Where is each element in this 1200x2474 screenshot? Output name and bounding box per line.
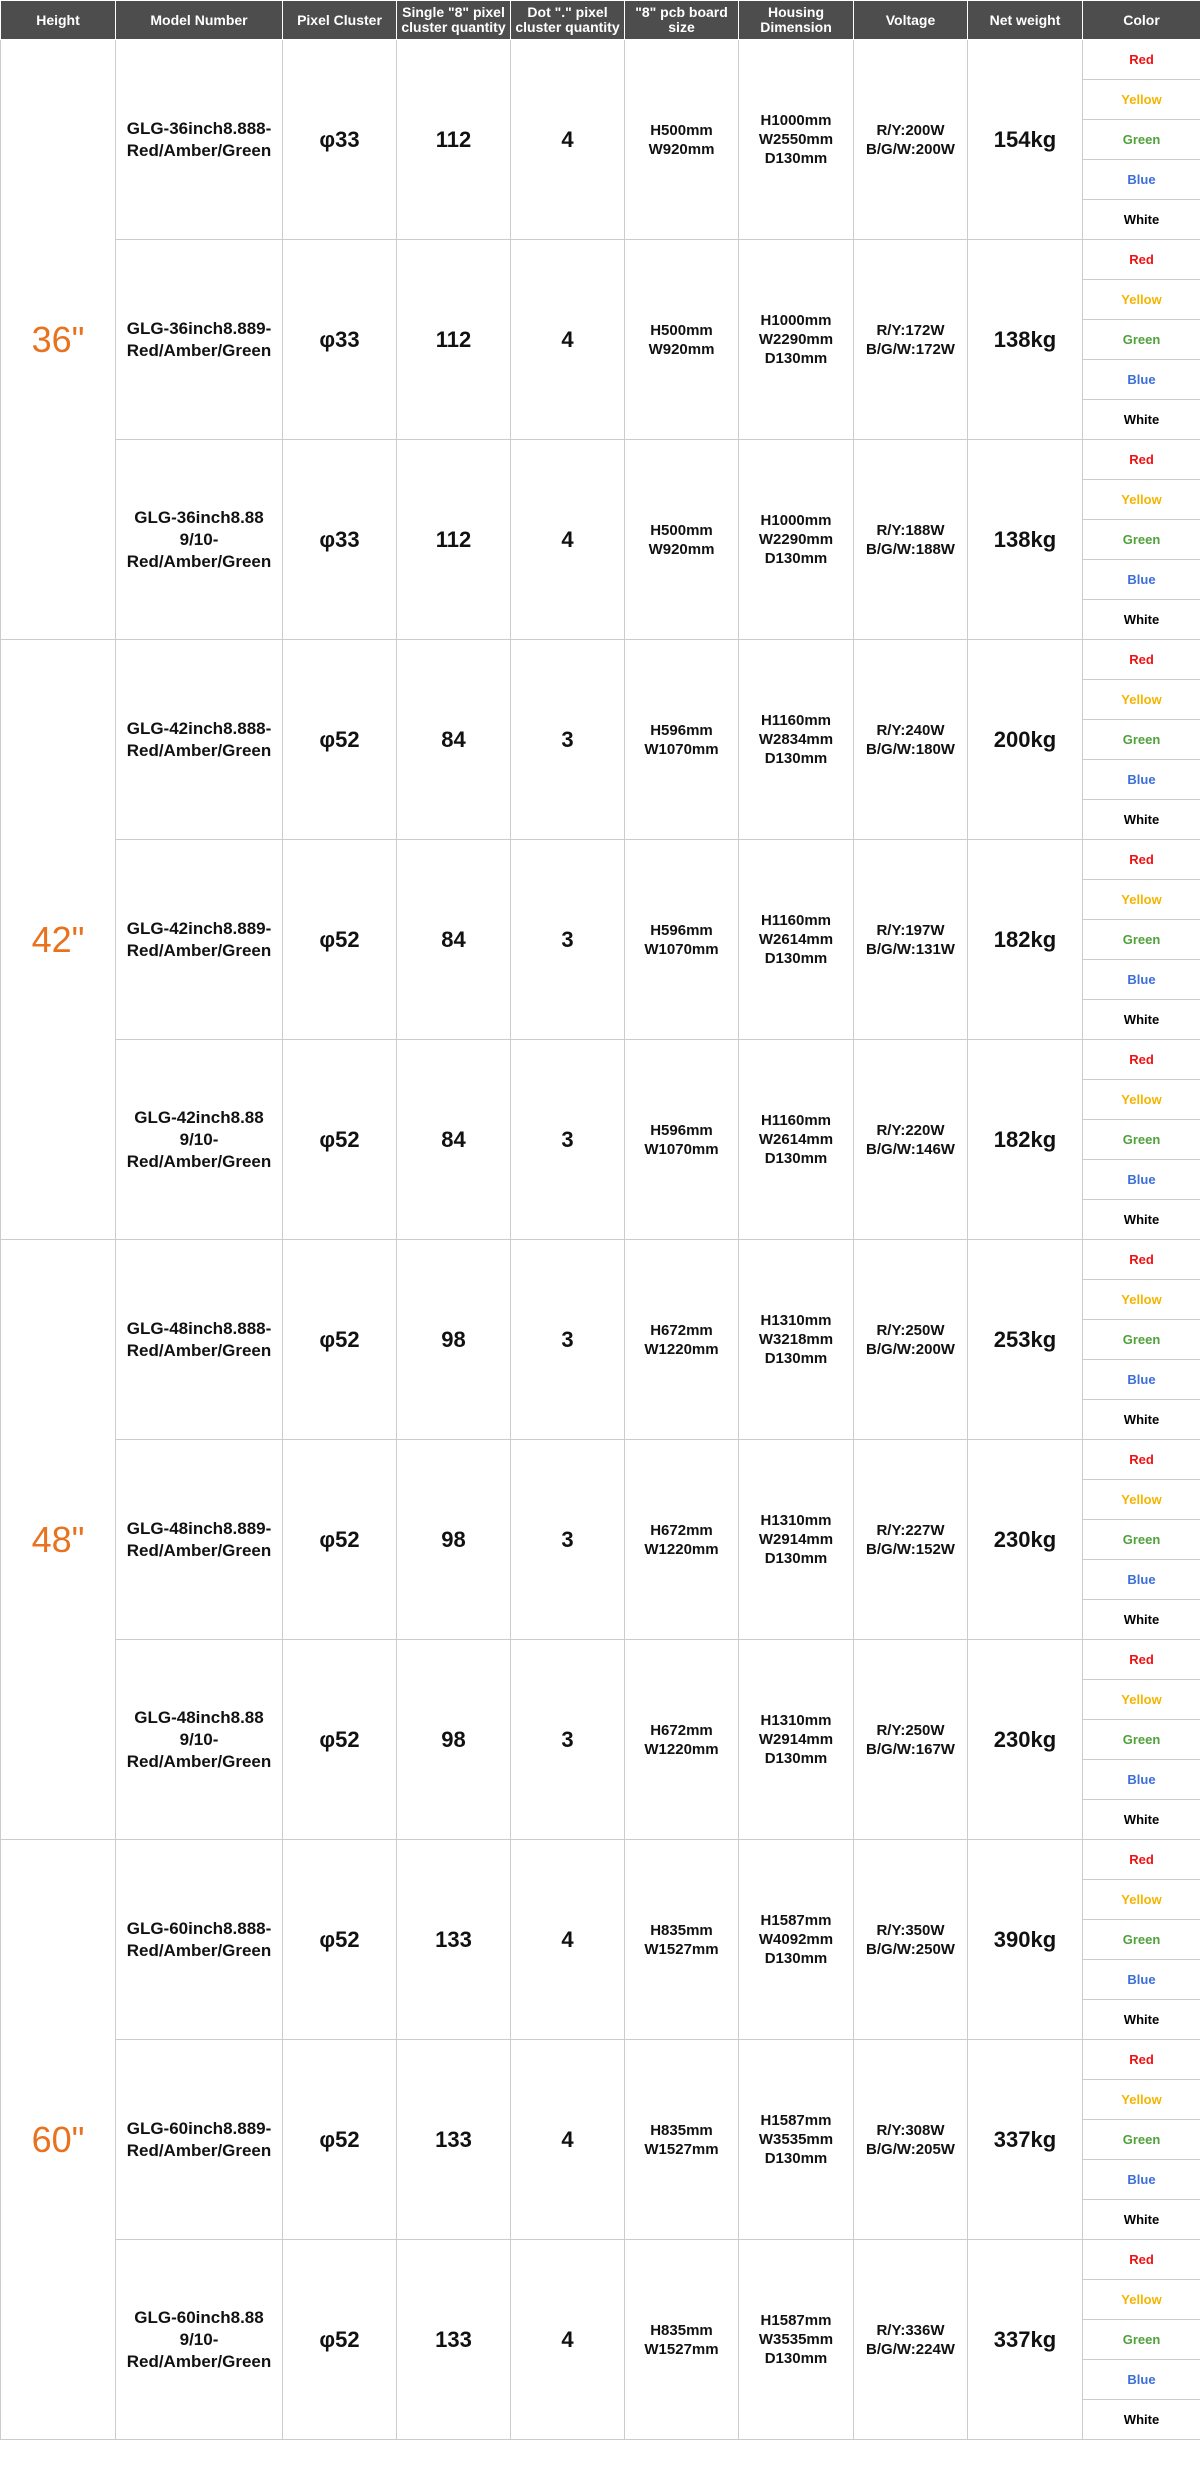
dot-pixel-qty: 3: [511, 1440, 625, 1640]
single-pixel-qty: 133: [397, 2040, 511, 2240]
pixel-cluster: φ52: [283, 1840, 397, 2040]
height-value: 36": [1, 40, 116, 640]
color-option: Green: [1083, 120, 1200, 160]
pcb-board-size: H835mm W1527mm: [625, 1840, 739, 2040]
dot-pixel-qty: 4: [511, 1840, 625, 2040]
spec-table-body: [1, 40, 1200, 2440]
voltage: R/Y:172W B/G/W:172W: [854, 240, 968, 440]
net-weight: 337kg: [968, 2040, 1083, 2240]
pixel-cluster: φ52: [283, 2240, 397, 2440]
model-number: GLG-42inch8.889- Red/Amber/Green: [116, 840, 283, 1040]
header-row: [1, 1, 1200, 40]
header-pixel-cluster: Pixel Cluster: [283, 1, 397, 40]
pcb-board-size: H596mm W1070mm: [625, 640, 739, 840]
color-option: Green: [1083, 320, 1200, 360]
voltage: R/Y:336W B/G/W:224W: [854, 2240, 968, 2440]
color-option: Red: [1083, 240, 1200, 280]
header-net-weight: Net weight: [968, 1, 1083, 40]
color-option: Green: [1083, 1320, 1200, 1360]
color-option: Blue: [1083, 160, 1200, 200]
color-option: Red: [1083, 2040, 1200, 2080]
color-option: Green: [1083, 520, 1200, 560]
pcb-board-size: H500mm W920mm: [625, 440, 739, 640]
pixel-cluster: φ52: [283, 840, 397, 1040]
housing-dimension: H1587mm W4092mm D130mm: [739, 1840, 854, 2040]
dot-pixel-qty: 4: [511, 240, 625, 440]
table-row: [1, 1640, 1200, 1680]
color-option: Green: [1083, 2320, 1200, 2360]
table-row: [1, 1040, 1200, 1080]
voltage: R/Y:308W B/G/W:205W: [854, 2040, 968, 2240]
color-option: Yellow: [1083, 2280, 1200, 2320]
model-number: GLG-60inch8.888- Red/Amber/Green: [116, 1840, 283, 2040]
color-option: White: [1083, 600, 1200, 640]
net-weight: 230kg: [968, 1640, 1083, 1840]
pcb-board-size: H672mm W1220mm: [625, 1240, 739, 1440]
pcb-board-size: H835mm W1527mm: [625, 2040, 739, 2240]
pixel-cluster: φ33: [283, 40, 397, 240]
pixel-cluster: φ33: [283, 240, 397, 440]
model-number: GLG-42inch8.888- Red/Amber/Green: [116, 640, 283, 840]
color-option: Red: [1083, 640, 1200, 680]
model-number: GLG-42inch8.88 9/10- Red/Amber/Green: [116, 1040, 283, 1240]
voltage: R/Y:188W B/G/W:188W: [854, 440, 968, 640]
color-option: Green: [1083, 1720, 1200, 1760]
color-option: Red: [1083, 40, 1200, 80]
color-option: White: [1083, 1800, 1200, 1840]
pixel-cluster: φ52: [283, 1040, 397, 1240]
header-single-qty: Single "8" pixel cluster quantity: [397, 1, 511, 40]
color-option: Green: [1083, 2120, 1200, 2160]
pcb-board-size: H596mm W1070mm: [625, 1040, 739, 1240]
dot-pixel-qty: 3: [511, 1640, 625, 1840]
pixel-cluster: φ52: [283, 1240, 397, 1440]
color-option: White: [1083, 2200, 1200, 2240]
color-option: Red: [1083, 1640, 1200, 1680]
housing-dimension: H1310mm W2914mm D130mm: [739, 1440, 854, 1640]
single-pixel-qty: 98: [397, 1640, 511, 1840]
color-option: Yellow: [1083, 80, 1200, 120]
color-option: Yellow: [1083, 1880, 1200, 1920]
single-pixel-qty: 84: [397, 840, 511, 1040]
color-option: Yellow: [1083, 1480, 1200, 1520]
pixel-cluster: φ33: [283, 440, 397, 640]
table-row: [1, 2040, 1200, 2080]
housing-dimension: H1000mm W2550mm D130mm: [739, 40, 854, 240]
pixel-cluster: φ52: [283, 1640, 397, 1840]
model-number: GLG-48inch8.888- Red/Amber/Green: [116, 1240, 283, 1440]
color-option: Blue: [1083, 1160, 1200, 1200]
pcb-board-size: H596mm W1070mm: [625, 840, 739, 1040]
color-option: Green: [1083, 1520, 1200, 1560]
height-value: 48": [1, 1240, 116, 1840]
table-row: [1, 1440, 1200, 1480]
net-weight: 253kg: [968, 1240, 1083, 1440]
single-pixel-qty: 112: [397, 440, 511, 640]
color-option: Red: [1083, 1840, 1200, 1880]
color-option: Red: [1083, 1040, 1200, 1080]
single-pixel-qty: 84: [397, 1040, 511, 1240]
color-option: White: [1083, 1200, 1200, 1240]
pcb-board-size: H500mm W920mm: [625, 240, 739, 440]
table-row: [1, 40, 1200, 80]
color-option: Yellow: [1083, 2080, 1200, 2120]
dot-pixel-qty: 3: [511, 640, 625, 840]
header-voltage: Voltage: [854, 1, 968, 40]
color-option: Blue: [1083, 1360, 1200, 1400]
color-option: Red: [1083, 2240, 1200, 2280]
table-row: [1, 840, 1200, 880]
single-pixel-qty: 98: [397, 1240, 511, 1440]
model-number: GLG-36inch8.889- Red/Amber/Green: [116, 240, 283, 440]
dot-pixel-qty: 3: [511, 1240, 625, 1440]
color-option: Yellow: [1083, 480, 1200, 520]
table-row: [1, 2240, 1200, 2280]
table-row: [1, 640, 1200, 680]
color-option: Red: [1083, 1240, 1200, 1280]
single-pixel-qty: 84: [397, 640, 511, 840]
color-option: Yellow: [1083, 1680, 1200, 1720]
color-option: Blue: [1083, 1760, 1200, 1800]
single-pixel-qty: 112: [397, 40, 511, 240]
housing-dimension: H1310mm W3218mm D130mm: [739, 1240, 854, 1440]
color-option: Yellow: [1083, 1280, 1200, 1320]
net-weight: 154kg: [968, 40, 1083, 240]
color-option: White: [1083, 1600, 1200, 1640]
pixel-cluster: φ52: [283, 1440, 397, 1640]
dot-pixel-qty: 3: [511, 840, 625, 1040]
housing-dimension: H1000mm W2290mm D130mm: [739, 240, 854, 440]
pcb-board-size: H500mm W920mm: [625, 40, 739, 240]
header-model-number: Model Number: [116, 1, 283, 40]
color-option: White: [1083, 1400, 1200, 1440]
housing-dimension: H1310mm W2914mm D130mm: [739, 1640, 854, 1840]
color-option: Green: [1083, 720, 1200, 760]
table-row: [1, 240, 1200, 280]
pixel-cluster: φ52: [283, 2040, 397, 2240]
color-option: White: [1083, 2400, 1200, 2440]
color-option: Blue: [1083, 2160, 1200, 2200]
model-number: GLG-48inch8.88 9/10- Red/Amber/Green: [116, 1640, 283, 1840]
height-value: 42": [1, 640, 116, 1240]
color-option: White: [1083, 400, 1200, 440]
net-weight: 200kg: [968, 640, 1083, 840]
pcb-board-size: H672mm W1220mm: [625, 1440, 739, 1640]
table-row: [1, 1240, 1200, 1280]
dot-pixel-qty: 4: [511, 2040, 625, 2240]
net-weight: 182kg: [968, 840, 1083, 1040]
net-weight: 390kg: [968, 1840, 1083, 2040]
housing-dimension: H1160mm W2834mm D130mm: [739, 640, 854, 840]
model-number: GLG-60inch8.88 9/10- Red/Amber/Green: [116, 2240, 283, 2440]
model-number: GLG-48inch8.889- Red/Amber/Green: [116, 1440, 283, 1640]
housing-dimension: H1587mm W3535mm D130mm: [739, 2040, 854, 2240]
single-pixel-qty: 133: [397, 1840, 511, 2040]
voltage: R/Y:350W B/G/W:250W: [854, 1840, 968, 2040]
table-row: [1, 1840, 1200, 1880]
voltage: R/Y:200W B/G/W:200W: [854, 40, 968, 240]
model-number: GLG-36inch8.88 9/10- Red/Amber/Green: [116, 440, 283, 640]
voltage: R/Y:250W B/G/W:200W: [854, 1240, 968, 1440]
color-option: White: [1083, 800, 1200, 840]
color-option: Blue: [1083, 360, 1200, 400]
color-option: Yellow: [1083, 280, 1200, 320]
header-pcb-size: "8" pcb board size: [625, 1, 739, 40]
net-weight: 182kg: [968, 1040, 1083, 1240]
voltage: R/Y:227W B/G/W:152W: [854, 1440, 968, 1640]
single-pixel-qty: 98: [397, 1440, 511, 1640]
model-number: GLG-36inch8.888- Red/Amber/Green: [116, 40, 283, 240]
color-option: White: [1083, 1000, 1200, 1040]
dot-pixel-qty: 4: [511, 2240, 625, 2440]
color-option: Blue: [1083, 760, 1200, 800]
dot-pixel-qty: 4: [511, 40, 625, 240]
pcb-board-size: H672mm W1220mm: [625, 1640, 739, 1840]
height-value: 60": [1, 1840, 116, 2440]
model-number: GLG-60inch8.889- Red/Amber/Green: [116, 2040, 283, 2240]
single-pixel-qty: 112: [397, 240, 511, 440]
color-option: White: [1083, 2000, 1200, 2040]
color-option: Blue: [1083, 560, 1200, 600]
net-weight: 230kg: [968, 1440, 1083, 1640]
pcb-board-size: H835mm W1527mm: [625, 2240, 739, 2440]
color-option: Yellow: [1083, 880, 1200, 920]
header-dot-qty: Dot "." pixel cluster quantity: [511, 1, 625, 40]
housing-dimension: H1587mm W3535mm D130mm: [739, 2240, 854, 2440]
voltage: R/Y:220W B/G/W:146W: [854, 1040, 968, 1240]
color-option: Yellow: [1083, 1080, 1200, 1120]
color-option: White: [1083, 200, 1200, 240]
voltage: R/Y:250W B/G/W:167W: [854, 1640, 968, 1840]
header-housing: Housing Dimension: [739, 1, 854, 40]
net-weight: 337kg: [968, 2240, 1083, 2440]
pixel-cluster: φ52: [283, 640, 397, 840]
header-height: Height: [1, 1, 116, 40]
color-option: Blue: [1083, 2360, 1200, 2400]
color-option: Green: [1083, 920, 1200, 960]
header-color: Color: [1083, 1, 1200, 40]
color-option: Yellow: [1083, 680, 1200, 720]
color-option: Blue: [1083, 1960, 1200, 2000]
color-option: Blue: [1083, 960, 1200, 1000]
voltage: R/Y:197W B/G/W:131W: [854, 840, 968, 1040]
color-option: Red: [1083, 1440, 1200, 1480]
dot-pixel-qty: 3: [511, 1040, 625, 1240]
color-option: Red: [1083, 840, 1200, 880]
housing-dimension: H1160mm W2614mm D130mm: [739, 840, 854, 1040]
voltage: R/Y:240W B/G/W:180W: [854, 640, 968, 840]
color-option: Blue: [1083, 1560, 1200, 1600]
housing-dimension: H1160mm W2614mm D130mm: [739, 1040, 854, 1240]
table-row: [1, 440, 1200, 480]
net-weight: 138kg: [968, 240, 1083, 440]
single-pixel-qty: 133: [397, 2240, 511, 2440]
housing-dimension: H1000mm W2290mm D130mm: [739, 440, 854, 640]
color-option: Green: [1083, 1120, 1200, 1160]
net-weight: 138kg: [968, 440, 1083, 640]
color-option: Red: [1083, 440, 1200, 480]
dot-pixel-qty: 4: [511, 440, 625, 640]
color-option: Green: [1083, 1920, 1200, 1960]
